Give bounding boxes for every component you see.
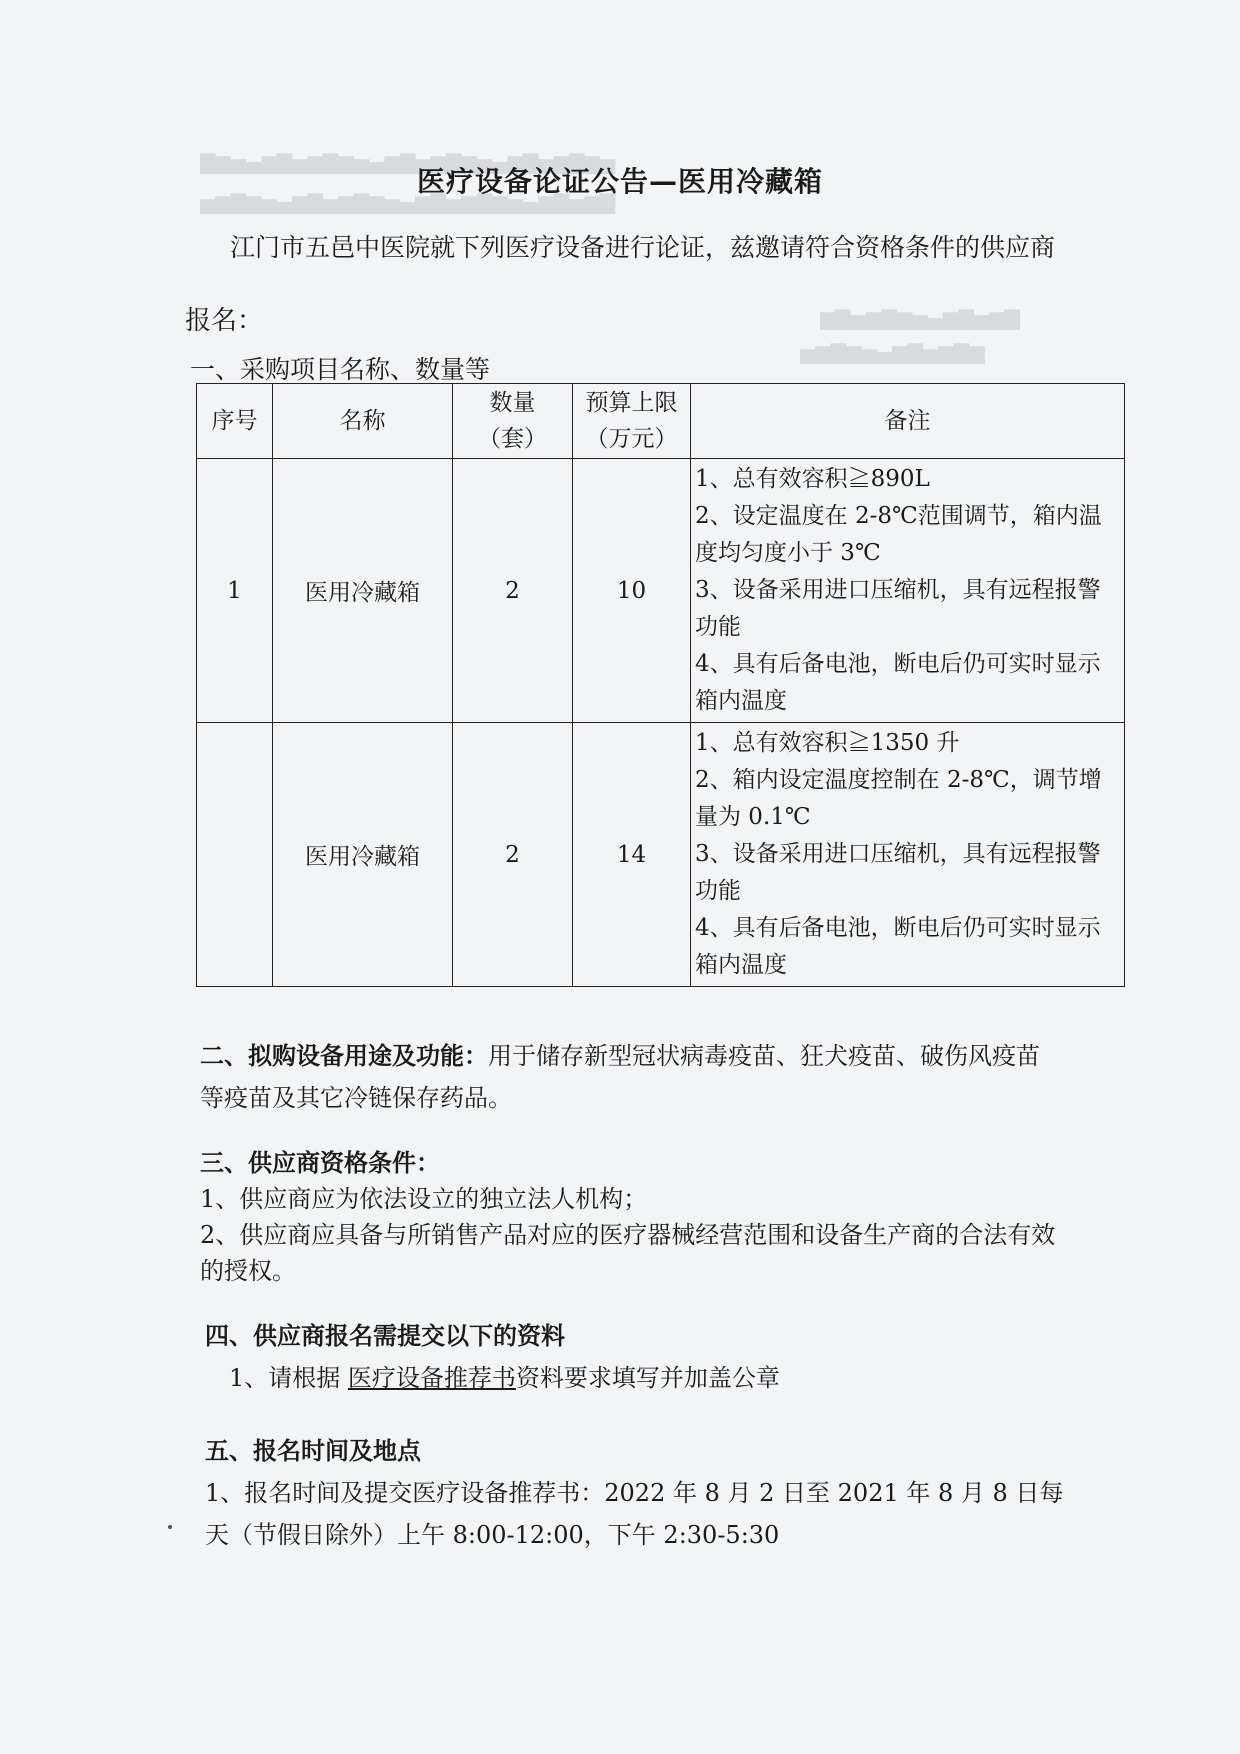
- intro-text: 江门市五邑中医院就下列医疗设备进行论证，兹邀请符合资格条件的供应商: [230, 233, 1056, 262]
- table-header-row: [197, 384, 1125, 459]
- table-row: [197, 723, 1125, 987]
- section2-text: 用于储存新型冠状病毒疫苗、狂犬疫苗、破伤风疫苗等疫苗及其它冷链保存药品。: [200, 1042, 1040, 1112]
- section5-item: 1、报名时间及提交医疗设备推荐书：2022 年 8 月 2 日至 2021 年 8 月 8 日每天（节假日除外）上午 8:00-12:00，下午 2:30-5:30: [205, 1479, 1064, 1549]
- remark-item: 2、设定温度在 2-8℃范围调节，箱内温度均匀度小于 3℃: [695, 503, 1102, 566]
- scan-speck: [168, 1525, 172, 1529]
- section4-item: 1、请根据 医疗设备推荐书资料要求填写并加盖公章: [229, 1364, 780, 1392]
- section3-item: 2、供应商应具备与所销售产品对应的医疗器械经营范围和设备生产商的合法有效的授权。: [200, 1221, 1056, 1285]
- cell-no: 1: [197, 459, 273, 723]
- section4-heading: 四、供应商报名需提交以下的资料: [205, 1322, 565, 1350]
- header-remarks: 备注: [691, 384, 1125, 459]
- remark-item: 1、总有效容积≧890L: [695, 466, 930, 492]
- remark-item: 3、设备采用进口压缩机，具有远程报警功能: [695, 577, 1101, 640]
- section2-heading: 二、拟购设备用途及功能：: [200, 1042, 488, 1070]
- section1-heading: 一、采购项目名称、数量等: [190, 355, 491, 384]
- page-title: 医疗设备论证公告—医用冷藏箱: [416, 165, 823, 198]
- table-row: [197, 459, 1125, 723]
- header-qty: 数量 （套）: [453, 384, 573, 459]
- header-name: 名称: [273, 384, 453, 459]
- remark-item: 4、具有后备电池，断电后仍可实时显示箱内温度: [695, 915, 1101, 978]
- section5-heading: 五、报名时间及地点: [205, 1437, 421, 1465]
- section3: [200, 1145, 1060, 1289]
- header-budget: 预算上限 （万元）: [573, 384, 691, 459]
- cell-qty: 2: [453, 459, 573, 723]
- remark-item: 4、具有后备电池，断电后仍可实时显示箱内温度: [695, 651, 1101, 714]
- section3-item: 1、供应商应为依法设立的独立法人机构；: [200, 1185, 648, 1213]
- header-no: 序号: [197, 384, 273, 459]
- section2: [200, 1035, 1060, 1119]
- cell-budget: 14: [573, 723, 691, 987]
- bleed-through-decor: ▅▆▇▆▅▄▆▇▅▆▇▆▅▄▆▇▅▆▇▆▅▄▆▇▅▆▇: [200, 190, 616, 214]
- remark-item: 3、设备采用进口压缩机，具有远程报警功能: [695, 841, 1101, 904]
- signup-label: 报名：: [185, 306, 264, 336]
- procurement-table: [196, 383, 1125, 987]
- cell-name: 医用冷藏箱: [273, 459, 453, 723]
- cell-name: 医用冷藏箱: [273, 723, 453, 987]
- recommendation-doc-link[interactable]: 医疗设备推荐书: [347, 1364, 516, 1392]
- bleed-through-decor: ▅▆▇▆▅▄▆▇▅▆▇▆: [800, 340, 985, 364]
- cell-remarks: [691, 723, 1125, 987]
- remark-item: 1、总有效容积≧1350 升: [695, 730, 960, 756]
- section5: [205, 1430, 1065, 1556]
- section4: [205, 1315, 1065, 1399]
- cell-qty: 2: [453, 723, 573, 987]
- cell-remarks: [691, 459, 1125, 723]
- bleed-through-decor: ▇▆▅▄▆▇▅▆▇▆▅▄▆▇▅▆▇▆▅▄▆▇▅▆▇▆▅: [200, 150, 616, 174]
- cell-budget: 10: [573, 459, 691, 723]
- cell-no: [197, 723, 273, 987]
- remark-item: 2、箱内设定温度控制在 2-8℃，调节增量为 0.1℃: [695, 767, 1102, 830]
- section3-heading: 三、供应商资格条件：: [200, 1149, 440, 1177]
- bleed-through-decor: ▆▇▅▆▇▆▅▄▆▇▅▆▇: [820, 306, 1020, 330]
